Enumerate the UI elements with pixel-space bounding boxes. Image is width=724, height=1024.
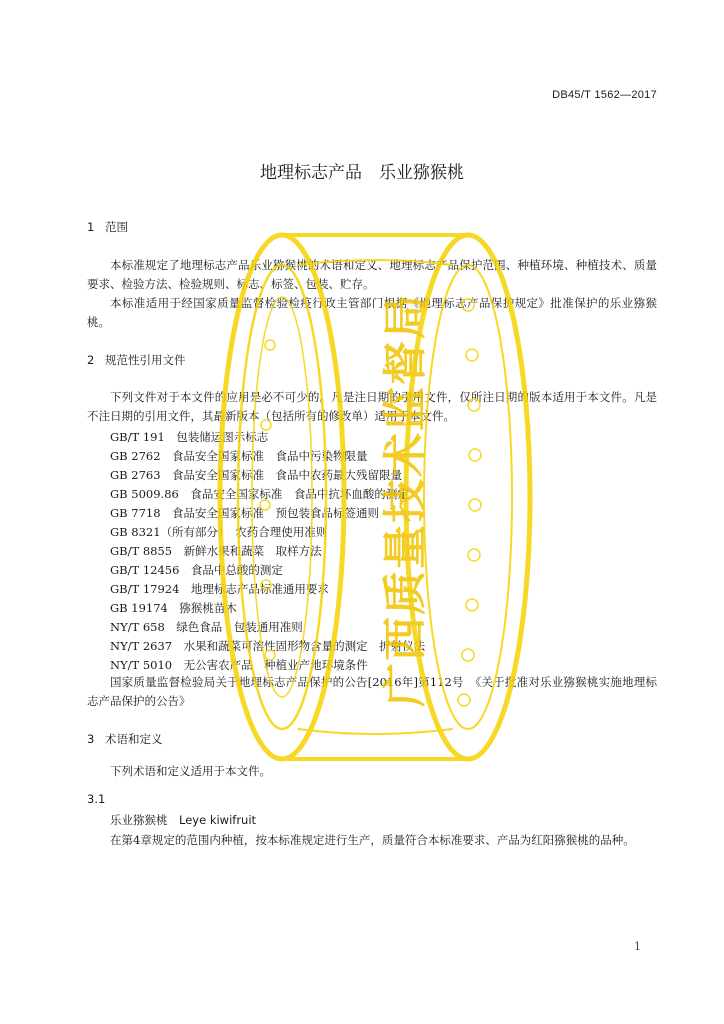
section-3-heading — [87, 731, 163, 747]
reference-item: GB 8321（所有部分） 农药合理使用准则 — [110, 525, 328, 539]
reference-item: GB 5009.86 食品安全国家标准 食品中抗坏血酸的测定 — [110, 487, 409, 501]
seal-text: 广西质量技术监督局 — [380, 293, 431, 707]
reference-item: GB/T 191 包装储运图示标志 — [110, 430, 269, 444]
seal-bottom-band — [298, 729, 452, 734]
reference-item: NY/T 5010 无公害农产品 种植业产地环境条件 — [110, 658, 368, 672]
scope-paragraph-1: 本标准规定了地理标志产品乐业猕猴桃的术语和定义、地理标志产品保护范围、种植环境、种植技术、质量要求、检验方法、检验规则、标志、标签、包装、贮存。 — [87, 258, 657, 291]
references-intro: 下列文件对于本文件的应用是必不可少的。凡是注日期的引用文件，仅所注日期的版本适用于本文件。凡是不注日期的引用文件，其最新版本（包括所有的修改单）适用于本文件。 — [87, 390, 657, 423]
section-number: 1 — [87, 220, 95, 234]
reference-item: GB/T 12456 食品中总酸的测定 — [110, 563, 283, 577]
section-title: 范围 — [105, 220, 128, 234]
subsection-number: 3.1 — [87, 792, 106, 806]
seal-back-inner-ring — [424, 265, 512, 729]
document-title: 地理标志产品 乐业猕猴桃 — [260, 163, 464, 183]
reference-item: GB 19174 猕猴桃苗木 — [110, 601, 237, 615]
term-definition: 在第4章规定的范围内种植，按本标准规定进行生产，质量符合本标准要求、产品为红阳猕猴桃的品种。 — [110, 833, 635, 847]
section-2-heading — [87, 352, 186, 368]
section-1-heading — [87, 219, 128, 235]
section-title: 术语和定义 — [105, 732, 163, 746]
terms-intro: 下列术语和定义适用于本文件。 — [110, 764, 271, 778]
scope-paragraph-2: 本标准适用于经国家质量监督检验检疫行政主管部门根据《地理标志产品保护规定》批准保护的乐业猕猴桃。 — [87, 296, 657, 329]
reference-item: NY/T 658 绿色食品 包装通用准则 — [110, 620, 303, 634]
reference-item: GB 2763 食品安全国家标准 食品中农药最大残留限量 — [110, 468, 403, 482]
reference-item: NY/T 2637 水果和蔬菜可溶性固形物含量的测定 折射仪法 — [110, 639, 426, 653]
standard-code: DB45/T 1562—2017 — [552, 89, 657, 101]
reference-item: GB 2762 食品安全国家标准 食品中污染物限量 — [110, 449, 368, 463]
page-number: 1 — [634, 940, 641, 953]
reference-item: GB 7718 食品安全国家标准 预包装食品标签通则 — [110, 506, 380, 520]
reference-item: GB/T 17924 地理标志产品标准通用要求 — [110, 582, 329, 596]
protection-notice: 国家质量监督检验局关于地理标志产品保护的公告[2016年]第112号 《关于批准对乐业猕猴桃实施地理标志产品保护的公告》 — [87, 675, 657, 708]
section-title: 规范性引用文件 — [105, 353, 186, 367]
section-number: 3 — [87, 732, 95, 746]
section-number: 2 — [87, 353, 95, 367]
term-title: 乐业猕猴桃 Leye kiwifruit — [110, 813, 257, 827]
reference-item: GB/T 8855 新鲜水果和蔬菜 取样方法 — [110, 544, 322, 558]
